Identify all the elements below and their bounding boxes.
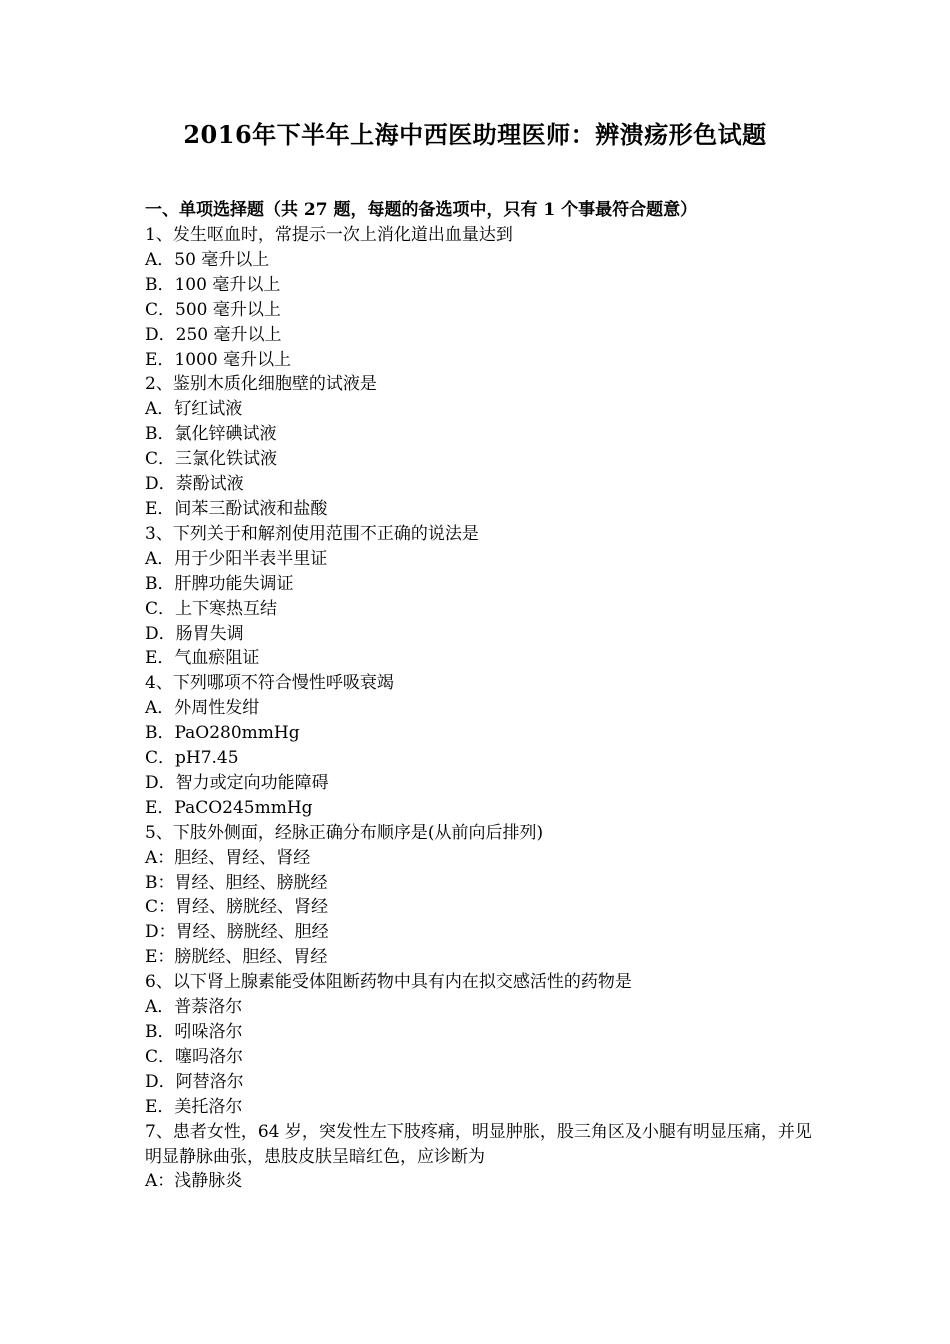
- document-body: [145, 198, 815, 1194]
- option-e: E：膀胱经、胆经、胃经: [145, 947, 328, 968]
- option-e: E．间苯三酚试液和盐酸: [145, 498, 328, 519]
- option-c: C．500 毫升以上: [145, 299, 281, 320]
- option-a: A：胆经、胃经、肾经: [145, 847, 311, 868]
- question-stem: 4、下列哪项不符合慢性呼吸衰竭: [145, 673, 394, 694]
- question-7: [145, 1120, 815, 1195]
- option-e: E．美托洛尔: [145, 1096, 243, 1117]
- question-2: [145, 372, 815, 521]
- question-stem: 7、患者女性，64 岁，突发性左下肢疼痛，明显肿胀，股三角区及小腿有明显压痛，并见明显静脉曲张，患肢皮肤呈暗红色，应诊断为: [145, 1121, 812, 1167]
- question-6: [145, 970, 815, 1119]
- option-b: B．吲哚洛尔: [145, 1022, 243, 1042]
- option-b: B：胃经、胆经、膀胱经: [145, 872, 328, 893]
- option-e: E．PaCO245mmHg: [145, 797, 313, 818]
- option-d: D：胃经、膀胱经、胆经: [145, 922, 329, 943]
- question-stem: 1、发生呕血时，常提示一次上消化道出血量达到: [145, 225, 513, 245]
- option-c: C．上下寒热互结: [145, 598, 278, 619]
- question-stem: 2、鉴别木质化细胞壁的试液是: [145, 374, 377, 395]
- option-a: A．用于少阳半表半里证: [145, 548, 328, 569]
- option-e: E．气血瘀阻证: [145, 648, 260, 669]
- option-c: C．pH7.45: [145, 748, 239, 769]
- option-c: C．三氯化铁试液: [145, 449, 278, 470]
- section-heading: 一、单项选择题（共 27 题，每题的备选项中，只有 1 个事最符合题意）: [145, 200, 698, 220]
- option-a: A．外周性发绀: [145, 698, 260, 719]
- option-d: D．阿替洛尔: [145, 1071, 244, 1092]
- option-a: A：浅静脉炎: [145, 1171, 243, 1192]
- option-b: B．氯化锌碘试液: [145, 424, 277, 445]
- question-4: [145, 671, 815, 820]
- option-c: C．噻吗洛尔: [145, 1046, 244, 1067]
- question-stem: 3、下列关于和解剂使用范围不正确的说法是: [145, 523, 479, 544]
- option-e: E．1000 毫升以上: [145, 349, 292, 370]
- option-d: D．250 毫升以上: [145, 324, 282, 345]
- option-a: A．钌红试液: [145, 399, 243, 420]
- option-c: C：胃经、膀胱经、肾经: [145, 897, 329, 918]
- option-b: B．100 毫升以上: [145, 274, 281, 295]
- option-a: A．50 毫升以上: [145, 249, 270, 270]
- question-stem: 6、以下肾上腺素能受体阻断药物中具有内在拟交感活性的药物是: [145, 972, 632, 993]
- option-b: B．肝脾功能失调证: [145, 573, 294, 594]
- option-b: B．PaO280mmHg: [145, 723, 300, 744]
- option-a: A．普萘洛尔: [145, 997, 243, 1018]
- question-5: [145, 821, 815, 970]
- document-title: 2016年下半年上海中西医助理医师：辨溃疡形色试题: [183, 120, 767, 149]
- option-d: D．萘酚试液: [145, 474, 244, 495]
- question-stem: 5、下肢外侧面，经脉正确分布顺序是(从前向后排列): [145, 822, 544, 843]
- question-1: [145, 223, 815, 372]
- option-d: D．智力或定向功能障碍: [145, 772, 329, 793]
- question-3: [145, 522, 815, 671]
- option-d: D．肠胃失调: [145, 623, 244, 644]
